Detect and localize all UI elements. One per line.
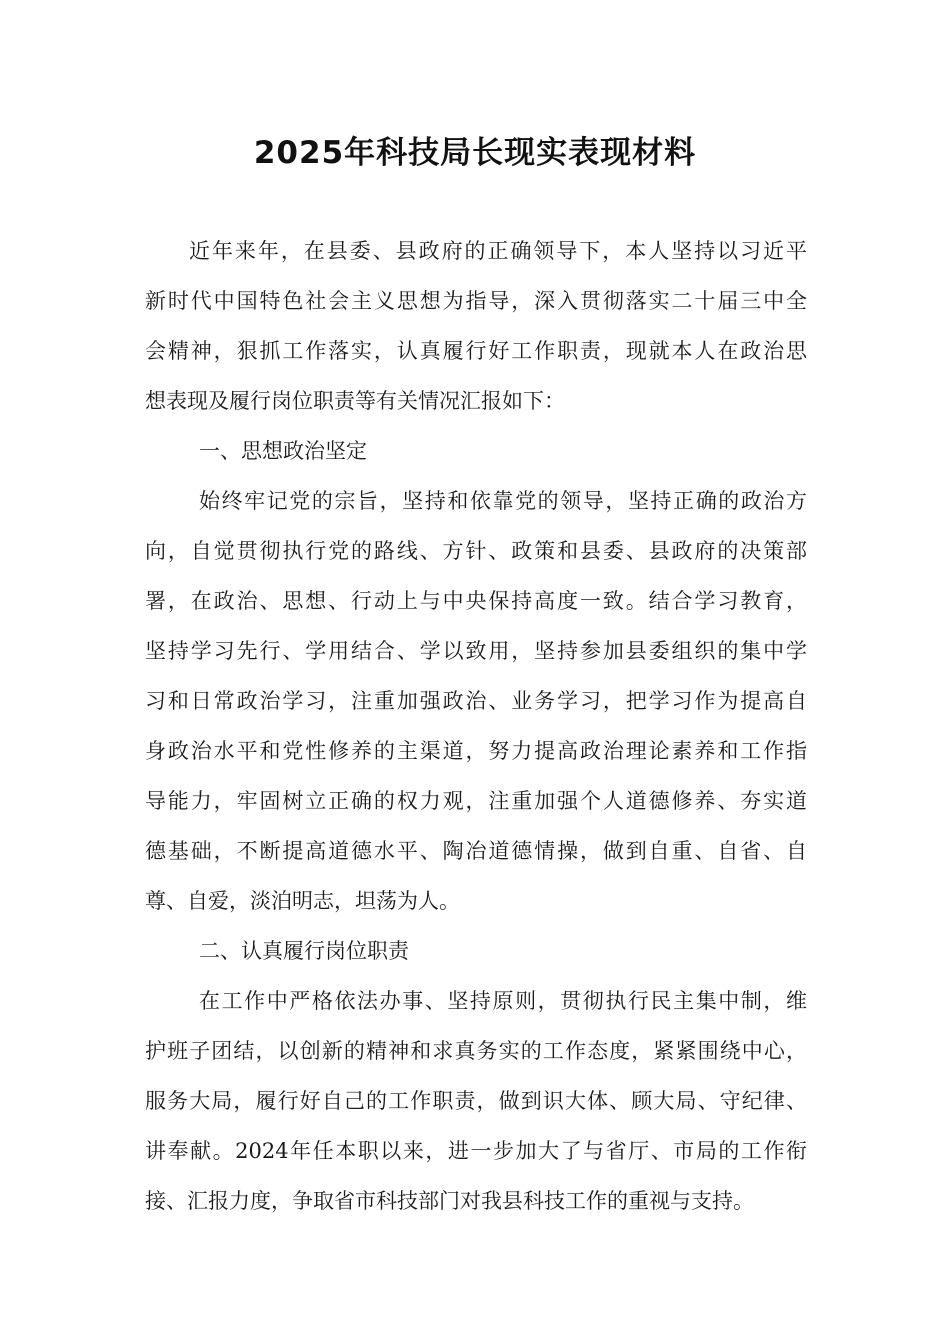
paragraph-line: 习和日常政治学习，注重加强政治、业务学习，把学习作为提高自 [145, 689, 807, 713]
paragraph-line: 护班子团结，以创新的精神和求真务实的工作态度，紧紧围绕中心， [145, 1039, 807, 1063]
paragraph-line: 导能力，牢固树立正确的权力观，注重加强个人道德修养、夯实道 [145, 789, 807, 813]
paragraph-line: 会精神，狠抓工作落实，认真履行好工作职责，现就本人在政治思 [145, 339, 807, 363]
document-title: 2025年科技局长现实表现材料 [253, 135, 697, 171]
section-heading: 一、思想政治坚定 [199, 439, 367, 463]
document-body [145, 226, 807, 1226]
paragraph-line: 近年来年，在县委、县政府的正确领导下，本人坚持以习近平 [189, 239, 807, 263]
paragraph-line: 新时代中国特色社会主义思想为指导，深入贯彻落实二十届三中全 [145, 289, 807, 313]
paragraph-line: 德基础，不断提高道德水平、陶冶道德情操，做到自重、自省、自 [145, 839, 807, 863]
paragraph-line: 服务大局，履行好自己的工作职责，做到识大体、顾大局、守纪律、 [145, 1089, 807, 1113]
paragraph-line: 想表现及履行岗位职责等有关情况汇报如下： [145, 389, 565, 413]
paragraph-line: 尊、自爱，淡泊明志，坦荡为人。 [145, 889, 460, 913]
paragraph-line: 在工作中严格依法办事、坚持原则，贯彻执行民主集中制，维 [199, 989, 807, 1013]
paragraph-line: 坚持学习先行、学用结合、学以致用，坚持参加县委组织的集中学 [145, 639, 807, 663]
paragraph-line: 向，自觉贯彻执行党的路线、方针、政策和县委、县政府的决策部 [145, 539, 807, 563]
paragraph-line: 署，在政治、思想、行动上与中央保持高度一致。结合学习教育， [145, 589, 807, 613]
paragraph-line: 接、汇报力度，争取省市科技部门对我县科技工作的重视与支持。 [145, 1189, 754, 1213]
paragraph-line: 身政治水平和党性修养的主渠道，努力提高政治理论素养和工作指 [145, 739, 807, 763]
paragraph-line: 讲奉献。2024年任本职以来，进一步加大了与省厅、市局的工作衔 [145, 1139, 807, 1163]
section-heading: 二、认真履行岗位职责 [199, 939, 409, 963]
paragraph-line: 始终牢记党的宗旨，坚持和依靠党的领导，坚持正确的政治方 [199, 489, 807, 513]
